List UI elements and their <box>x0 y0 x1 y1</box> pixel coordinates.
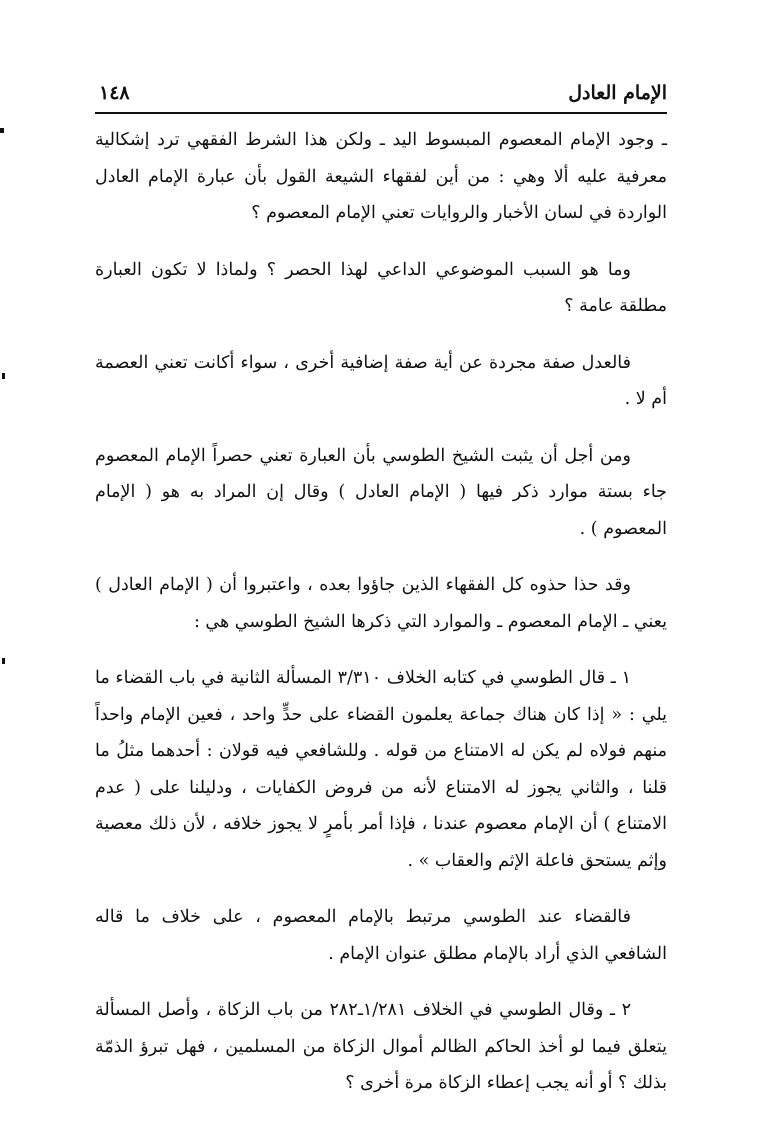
paragraph-1: ـ وجود الإمام المعصوم المبسوط اليد ـ ولكن هذا الشرط الفقهي ترد إشكالية معرفية عليه ألا وهي : من أين لفقهاء الشيعة القول بأن عبارة الإمام العادل الواردة في لسان الأخبار والروايات تعني الإمام المعصوم ؟ <box>95 130 667 223</box>
page-number: ١٤٨ <box>99 82 130 104</box>
book-page <box>95 78 667 1122</box>
paragraph-2: وما هو السبب الموضوعي الداعي لهذا الحصر ؟ ولماذا لا تكون العبارة مطلقة عامة ؟ <box>95 259 667 316</box>
page-body <box>95 122 667 1102</box>
paragraph-4: ومن أجل أن يثبت الشيخ الطوسي بأن العبارة تعني حصراً الإمام المعصوم جاء بستة موارد ذكر فيها ( الإمام العادل ) وقال إن المراد به هو ( الإمام المعصوم ) . <box>95 445 667 539</box>
scan-edge-mark-top <box>0 128 4 133</box>
page-header <box>95 78 667 114</box>
paragraph-5: وقد حذا حذوه كل الفقهاء الذين جاؤوا بعده ، واعتبروا أن ( الإمام العادل ) يعني ـ الإمام المعصوم ـ والموارد التي ذكرها الشيخ الطوسي هي : <box>95 575 667 632</box>
scan-edge-mark-lower <box>2 658 5 664</box>
paragraph-8: ٢ ـ وقال الطوسي في الخلاف ١/٢٨١ـ٢٨٢ من باب الزكاة ، وأصل المسألة يتعلق فيما لو أخذ الحاكم الظالم أموال الزكاة من المسلمين ، فهل تبرؤ الذمّة بذلك ؟ أو أنه يجب إعطاء الزكاة مرة أخرى ؟ <box>95 1000 667 1093</box>
paragraph-3: فالعدل صفة مجردة عن أية صفة إضافية أخرى ، سواء أكانت تعني العصمة أم لا . <box>95 352 667 409</box>
paragraph-6-quote: ١ ـ قال الطوسي في كتابه الخلاف ٣/٣١٠ المسألة الثانية في باب القضاء ما يلي : « إذا كان هناك جماعة يعلمون القضاء على حدٍّ واحد ، فعين الإمام واحداً منهم فولاه لم يكن له الامتناع من قوله . وللشافعي فيه قولان : أحدهما مثلُ ما قلنا ، والثاني يجوز له الامتناع لأنه من فروض الكفايات ، ودليلنا على ( عدم الامتناع ) أن الإمام معصوم عندنا ، فإذا أمر بأمرٍ لا يجوز خلافه ، لأن ذلك معصية وإثم يستحق فاعلة الإثم والعقاب » . <box>95 668 668 871</box>
running-title: الإمام العادل <box>568 82 667 104</box>
scan-edge-mark-middle <box>2 373 5 379</box>
paragraph-7: فالقضاء عند الطوسي مرتبط بالإمام المعصوم ، على خلاف ما قاله الشافعي الذي أراد بالإمام مطلق عنوان الإمام . <box>95 907 667 964</box>
